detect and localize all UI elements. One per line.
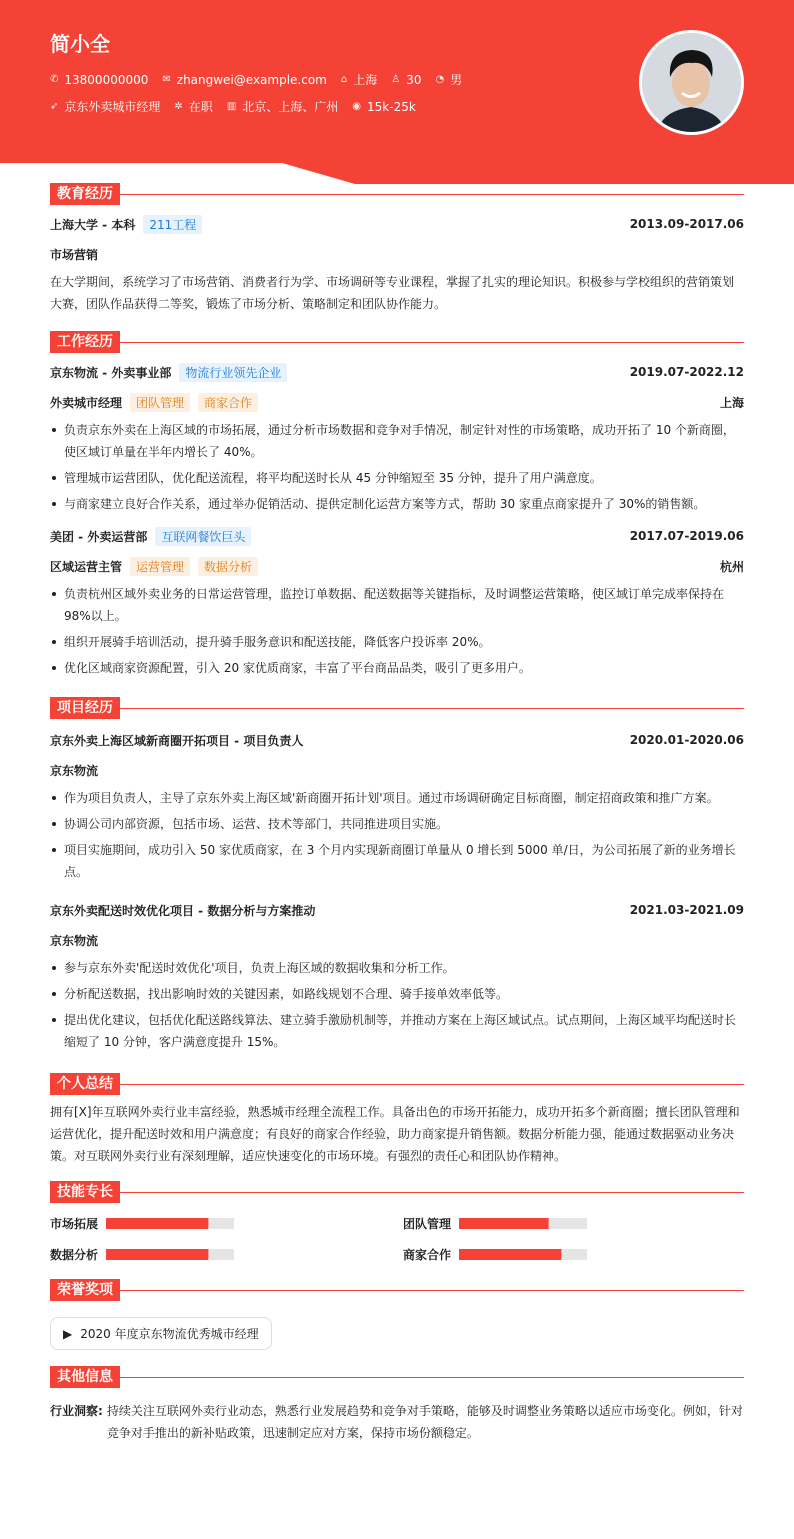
education-date: 2013.09-2017.06	[629, 217, 744, 231]
section-other	[50, 1366, 744, 1388]
gender: 男	[450, 73, 463, 87]
project-date: 2021.03-2021.09	[629, 903, 744, 917]
skill-bar-fill	[106, 1218, 208, 1229]
work-city: 上海	[719, 395, 744, 410]
bullet: 负责京东外卖在上海区域的市场拓展，通过分析市场数据和竞争对手情况，制定针对性的市场策略，成功开拓了 10 个新商圈，使区域订单量在半年内增长了 40%。	[50, 419, 744, 463]
company-tag: 互联网餐饮巨头	[155, 527, 251, 546]
email: zhangwei@example.com	[176, 72, 327, 87]
section-title: 荣誉奖项	[50, 1279, 120, 1301]
gear-icon: ✲	[174, 101, 183, 112]
award-text: 2020 年度京东物流优秀城市经理	[80, 1327, 259, 1341]
contact-row	[50, 71, 462, 88]
section-education	[50, 183, 744, 205]
status: 在职	[188, 100, 213, 114]
bullet: 作为项目负责人，主导了京东外卖上海区域'新商圈开拓计划'项目。通过市场调研确定目标商圈，制定招商政策和推广方案。	[50, 787, 744, 809]
skill-bar	[459, 1218, 587, 1229]
divider	[120, 1290, 744, 1291]
skill-item	[403, 1215, 744, 1232]
company-tag: 物流行业领先企业	[179, 363, 287, 382]
skill-bar-fill	[459, 1218, 549, 1229]
skill-item	[50, 1246, 403, 1263]
section-title: 其他信息	[50, 1366, 120, 1388]
skill-name: 商家合作	[403, 1248, 452, 1262]
section-title: 教育经历	[50, 183, 120, 205]
section-awards	[50, 1279, 744, 1301]
skill-item	[403, 1246, 744, 1263]
candidate-name: 简小全	[50, 32, 110, 56]
bullet: 负责杭州区域外卖业务的日常运营管理，监控订单数据、配送数据等关键指标，及时调整运营策略，使区域订单完成率保持在 98%以上。	[50, 583, 744, 627]
role-tag: 运营管理	[130, 557, 190, 576]
role-tag: 团队管理	[130, 393, 190, 412]
skill-bar-fill	[106, 1249, 208, 1260]
divider	[120, 1377, 744, 1378]
skill-item	[50, 1215, 403, 1232]
section-title: 个人总结	[50, 1073, 120, 1095]
work-city: 杭州	[719, 559, 744, 574]
divider	[120, 708, 744, 709]
skill-name: 数据分析	[50, 1248, 99, 1262]
award-item[interactable]	[50, 1317, 272, 1350]
education-row	[50, 209, 744, 239]
skill-bar	[459, 1249, 587, 1260]
section-title: 技能专长	[50, 1181, 120, 1203]
other-info	[50, 1400, 744, 1444]
education-desc: 在大学期间，系统学习了市场营销、消费者行为学、市场调研等专业课程，掌握了扎实的理论知识。积极参与学校组织的营销策划大赛，团队作品获得二等奖，锻炼了市场分析、策略制定和团队协作能力。	[50, 275, 735, 311]
skill-bar	[106, 1249, 234, 1260]
bullet: 与商家建立良好合作关系，通过举办促销活动、提供定制化运营方案等方式，帮助 30 家重点商家提升了 30%的销售额。	[50, 493, 744, 515]
section-work	[50, 331, 744, 353]
skill-bar-fill	[459, 1249, 561, 1260]
phone: 13800000000	[64, 72, 149, 87]
divider	[120, 1084, 744, 1085]
school-tag: 211工程	[143, 215, 202, 234]
skill-name: 团队管理	[403, 1217, 452, 1231]
skill-bar	[106, 1218, 234, 1229]
resume-header	[0, 0, 794, 185]
work-date: 2019.07-2022.12	[629, 365, 744, 379]
salary: 15k-25k	[367, 99, 416, 114]
salary-icon: ◉	[352, 101, 362, 112]
section-summary	[50, 1073, 744, 1095]
section-skills	[50, 1181, 744, 1203]
bullet: 提出优化建议，包括优化配送路线算法、建立骑手激励机制等，并推动方案在上海区域试点。试点期间，上海区域平均配送时长缩短了 10 分钟，客户满意度提升 15%。	[50, 1009, 744, 1053]
summary-text: 拥有[X]年互联网外卖行业丰富经验，熟悉城市经理全流程工作。具备出色的市场开拓能力，成功开拓多个新商圈；擅长团队管理和运营优化，提升配送时效和用户满意度；有良好的商家合作经验，助力商家提升销售额。数据分析能力强，能通过数据驱动业务决策。对互联网外卖行业有深刻理解，适应快速变化的市场环境。有强烈的责任心和团队协作精神。	[50, 1105, 740, 1163]
divider	[120, 1192, 744, 1193]
role-tag: 数据分析	[198, 557, 258, 576]
section-title: 项目经历	[50, 697, 120, 719]
project-entry	[50, 725, 744, 883]
skill-name: 市场拓展	[50, 1217, 99, 1231]
other-text: 持续关注互联网外卖行业动态，熟悉行业发展趋势和竞争对手策略，能够及时调整业务策略以适应市场变化。例如，针对竞争对手推出的新补贴政策，迅速制定应对方案，保持市场份额稳定。	[106, 1404, 743, 1440]
email-icon: ✉	[162, 74, 171, 85]
bullet: 管理城市运营团队，优化配送流程，将平均配送时长从 45 分钟缩短至 35 分钟，提升了用户满意度。	[50, 467, 744, 489]
triangle-right-icon: ▶	[63, 1326, 73, 1341]
building-icon: ▥	[226, 101, 237, 112]
gender-icon: ◔	[435, 74, 445, 85]
job-intent-row	[50, 98, 416, 115]
target-cities: 北京、上海、广州	[242, 100, 339, 114]
role-tag: 商家合作	[198, 393, 258, 412]
section-projects	[50, 697, 744, 719]
work-entry	[50, 357, 744, 515]
company: 美团 - 外卖运营部	[50, 529, 148, 544]
bullet: 优化区域商家资源配置，引入 20 家优质商家，丰富了平台商品品类，吸引了更多用户。	[50, 657, 744, 679]
major: 市场营销	[50, 247, 99, 262]
project-entry	[50, 895, 744, 1053]
bullet: 协调公司内部资源，包括市场、运营、技术等部门，共同推进项目实施。	[50, 813, 744, 835]
role: 外卖城市经理	[50, 395, 123, 410]
project-title: 京东外卖上海区域新商圈开拓项目 - 项目负责人	[50, 733, 304, 748]
work-date: 2017.07-2019.06	[629, 529, 744, 543]
age-icon: ♙	[391, 74, 401, 85]
phone-icon: ✆	[50, 74, 59, 85]
project-title: 京东外卖配送时效优化项目 - 数据分析与方案推动	[50, 903, 316, 918]
bullet: 项目实施期间，成功引入 50 家优质商家，在 3 个月内实现新商圈订单量从 0 增长到 5000 单/日，为公司拓展了新的业务增长点。	[50, 839, 744, 883]
bullet: 组织开展骑手培训活动，提升骑手服务意识和配送技能，降低客户投诉率 20%。	[50, 631, 744, 653]
work-entry	[50, 521, 744, 679]
project-date: 2020.01-2020.06	[629, 733, 744, 747]
bullet: 参与京东外卖'配送时效优化'项目，负责上海区域的数据收集和分析工作。	[50, 957, 744, 979]
divider	[120, 194, 744, 195]
role: 区域运营主管	[50, 559, 123, 574]
age: 30	[406, 72, 422, 87]
school: 上海大学 - 本科	[50, 217, 136, 232]
send-icon: ➶	[50, 101, 59, 112]
position: 京东外卖城市经理	[64, 100, 161, 114]
bullet: 分析配送数据，找出影响时效的关键因素，如路线规划不合理、骑手接单效率低等。	[50, 983, 744, 1005]
project-org: 京东物流	[50, 933, 99, 948]
other-label: 行业洞察:	[50, 1404, 103, 1418]
city: 上海	[353, 73, 378, 87]
home-icon: ⌂	[340, 74, 348, 85]
section-title: 工作经历	[50, 331, 120, 353]
divider	[120, 342, 744, 343]
company: 京东物流 - 外卖事业部	[50, 365, 172, 380]
avatar	[639, 30, 744, 135]
project-org: 京东物流	[50, 763, 99, 778]
